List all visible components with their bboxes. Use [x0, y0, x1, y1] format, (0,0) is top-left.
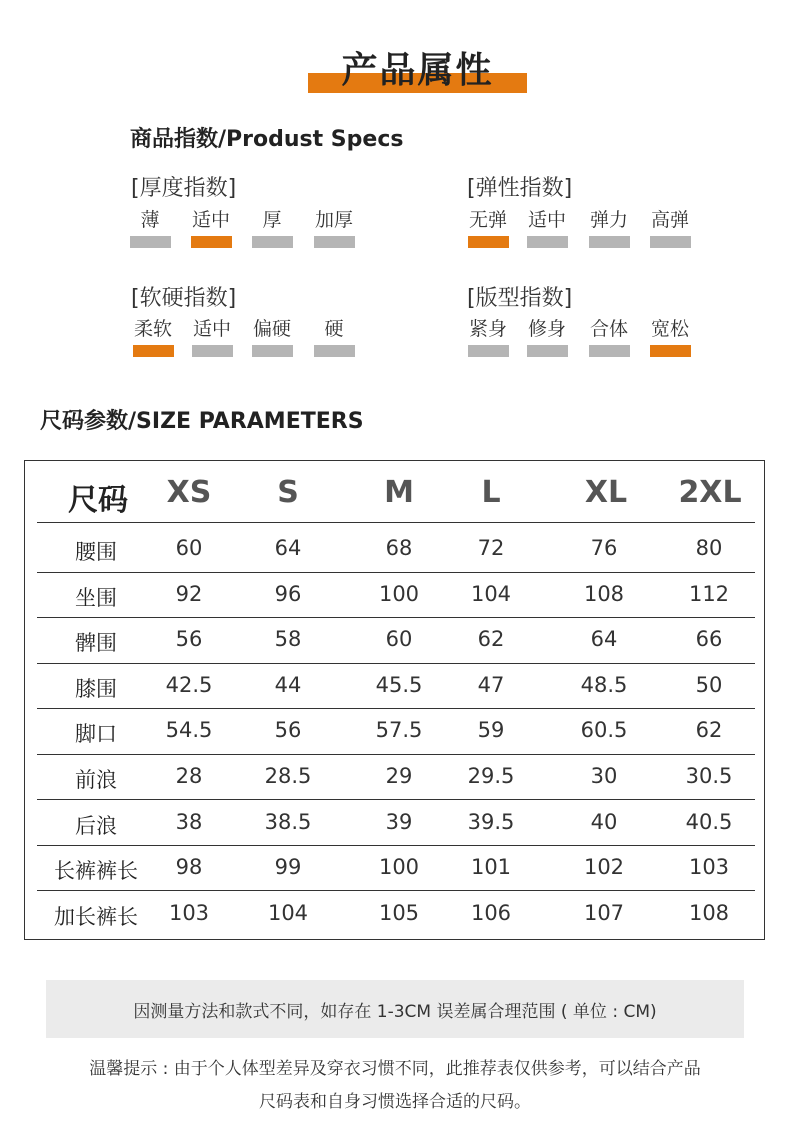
size-cell: 56: [274, 718, 302, 742]
elasticity-option-bar: [527, 236, 568, 248]
softness-option-bar-selected: [133, 345, 174, 357]
size-header-label: 尺码: [68, 483, 128, 518]
size-cell: 60: [175, 536, 203, 560]
size-cell: 103: [688, 855, 730, 879]
thickness-option-label: 加厚: [314, 209, 353, 231]
size-cell: 112: [688, 582, 730, 606]
size-cell: 104: [470, 582, 512, 606]
size-cell: 100: [378, 582, 420, 606]
softness-option-bar: [314, 345, 355, 357]
size-header-cell: M: [384, 475, 414, 510]
size-cell: 30: [590, 764, 618, 788]
fit-option-bar: [527, 345, 568, 357]
size-cell: 92: [175, 582, 203, 606]
size-cell: 56: [175, 627, 203, 651]
size-row-label: 坐围: [75, 586, 117, 610]
fit-index-title: [版型指数]: [467, 286, 573, 311]
table-row-divider: [37, 754, 755, 755]
thickness-option-bar: [314, 236, 355, 248]
elasticity-option-bar: [589, 236, 630, 248]
size-cell: 38.5: [264, 810, 312, 834]
size-cell: 62: [477, 627, 505, 651]
size-header-cell: 2XL: [678, 475, 742, 510]
tip-line-1: 温馨提示 : 由于个人体型差异及穿衣习惯不同，此推荐表仅供参考，可以结合产品: [89, 1059, 701, 1079]
size-cell: 54.5: [165, 718, 213, 742]
softness-option-label: 偏硬: [252, 318, 291, 340]
size-cell: 66: [695, 627, 723, 651]
size-cell: 45.5: [375, 673, 423, 697]
softness-option-label: 适中: [192, 318, 231, 340]
table-row-divider: [37, 845, 755, 846]
fit-option-label: 修身: [527, 318, 566, 340]
fit-option-bar: [468, 345, 509, 357]
thickness-option-bar: [130, 236, 171, 248]
softness-index-title: [软硬指数]: [131, 286, 237, 311]
thickness-option-bar-selected: [191, 236, 232, 248]
size-cell: 107: [583, 901, 625, 925]
size-cell: 40.5: [685, 810, 733, 834]
size-cell: 60.5: [580, 718, 628, 742]
size-cell: 38: [175, 810, 203, 834]
fit-option-label: 合体: [589, 318, 628, 340]
size-cell: 64: [590, 627, 618, 651]
softness-option-bar: [252, 345, 293, 357]
elasticity-option-bar-selected: [468, 236, 509, 248]
size-cell: 48.5: [580, 673, 628, 697]
softness-option-label: 柔软: [133, 318, 172, 340]
size-cell: 102: [583, 855, 625, 879]
size-cell: 62: [695, 718, 723, 742]
size-cell: 40: [590, 810, 618, 834]
size-header-cell: L: [481, 475, 501, 510]
table-row-divider: [37, 663, 755, 664]
thickness-option-label: 适中: [191, 209, 230, 231]
size-cell: 28.5: [264, 764, 312, 788]
tip-line-2: 尺码表和自身习惯选择合适的尺码。: [259, 1092, 531, 1112]
elasticity-option-bar: [650, 236, 691, 248]
measurement-note: 因测量方法和款式不同，如存在 1-3CM 误差属合理范围 ( 单位 : CM): [133, 1002, 657, 1022]
size-cell: 68: [385, 536, 413, 560]
size-cell: 29: [385, 764, 413, 788]
size-cell: 104: [267, 901, 309, 925]
size-cell: 28: [175, 764, 203, 788]
size-cell: 29.5: [467, 764, 515, 788]
table-row-divider: [37, 572, 755, 573]
size-cell: 42.5: [165, 673, 213, 697]
thickness-index-title: [厚度指数]: [131, 176, 237, 201]
size-cell: 76: [590, 536, 618, 560]
size-cell: 96: [274, 582, 302, 606]
size-cell: 106: [470, 901, 512, 925]
size-row-label: 脚口: [75, 722, 117, 746]
elasticity-option-label: 适中: [527, 209, 566, 231]
table-row-divider: [37, 708, 755, 709]
size-row-label: 加长裤长: [54, 905, 138, 929]
thickness-option-bar: [252, 236, 293, 248]
size-cell: 108: [583, 582, 625, 606]
softness-option-bar: [192, 345, 233, 357]
size-cell: 80: [695, 536, 723, 560]
table-row-divider: [37, 522, 755, 523]
elasticity-option-label: 高弹: [650, 209, 689, 231]
size-cell: 99: [274, 855, 302, 879]
size-row-label: 长裤裤长: [54, 859, 138, 883]
size-heading: 尺码参数/SIZE PARAMETERS: [40, 409, 364, 434]
size-row-label: 腰围: [75, 540, 117, 564]
table-row-divider: [37, 890, 755, 891]
elasticity-option-label: 弹力: [589, 209, 628, 231]
size-cell: 105: [378, 901, 420, 925]
size-cell: 57.5: [375, 718, 423, 742]
size-cell: 100: [378, 855, 420, 879]
size-cell: 39.5: [467, 810, 515, 834]
size-cell: 108: [688, 901, 730, 925]
size-header-cell: S: [277, 475, 299, 510]
specs-heading: 商品指数/Produst Specs: [130, 127, 404, 152]
size-cell: 64: [274, 536, 302, 560]
elasticity-option-label: 无弹: [468, 209, 507, 231]
size-cell: 30.5: [685, 764, 733, 788]
fit-option-bar: [589, 345, 630, 357]
size-cell: 72: [477, 536, 505, 560]
table-row-divider: [37, 799, 755, 800]
table-row-divider: [37, 617, 755, 618]
size-header-cell: XS: [166, 475, 212, 510]
size-cell: 44: [274, 673, 302, 697]
size-row-label: 前浪: [75, 768, 117, 792]
size-cell: 103: [168, 901, 210, 925]
size-cell: 58: [274, 627, 302, 651]
size-cell: 47: [477, 673, 505, 697]
size-header-cell: XL: [584, 475, 628, 510]
thickness-option-label: 薄: [140, 209, 160, 231]
size-row-label: 髀围: [75, 631, 117, 655]
elasticity-index-title: [弹性指数]: [467, 176, 573, 201]
page-title: 产品属性: [341, 50, 494, 91]
size-cell: 50: [695, 673, 723, 697]
size-cell: 59: [477, 718, 505, 742]
size-cell: 39: [385, 810, 413, 834]
size-cell: 98: [175, 855, 203, 879]
fit-option-label: 宽松: [650, 318, 689, 340]
size-cell: 60: [385, 627, 413, 651]
size-cell: 101: [470, 855, 512, 879]
fit-option-label: 紧身: [468, 318, 507, 340]
fit-option-bar-selected: [650, 345, 691, 357]
thickness-option-label: 厚: [262, 209, 282, 231]
size-row-label: 后浪: [75, 814, 117, 838]
size-row-label: 膝围: [75, 677, 117, 701]
softness-option-label: 硬: [324, 318, 344, 340]
